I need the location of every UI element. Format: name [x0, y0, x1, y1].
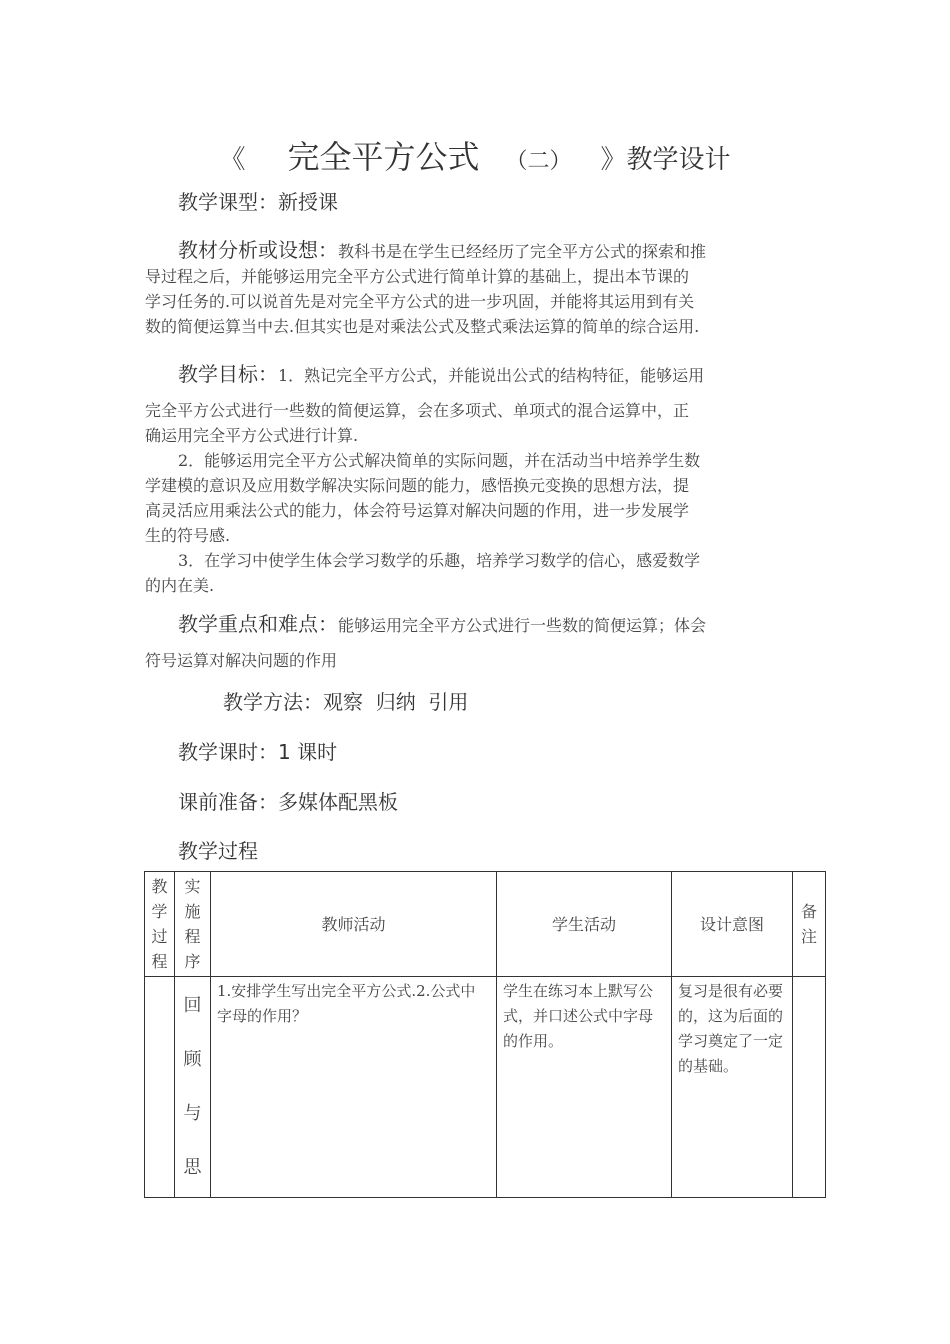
key-points-section — [145, 612, 810, 673]
teaching-method: 教学方法：观察 归纳 引用 — [223, 690, 469, 714]
cell-stage — [145, 977, 175, 1198]
objective-line: 确运用完全平方公式进行计算. — [145, 426, 359, 445]
cell-design-intent: 复习是很有必要的，这为后面的学习奠定了一定的基础。 — [672, 977, 793, 1198]
key-points-line: 符号运算对解决问题的作用 — [145, 651, 338, 670]
cell-notes — [793, 977, 826, 1198]
course-type-value: 新授课 — [278, 190, 338, 214]
objective-line: 的内在美. — [145, 576, 215, 595]
cell-sequence: 回 顾 与 思 — [175, 977, 211, 1198]
title-main: 完全平方公式 — [287, 138, 480, 176]
analysis-section — [145, 238, 810, 339]
cell-student-activity: 学生在练习本上默写公式，并口述公式中字母的作用。 — [497, 977, 672, 1198]
title-sub: （二） — [505, 149, 561, 174]
objectives-label: 教学目标： — [178, 362, 278, 386]
lesson-preparation: 课前准备：多媒体配黑板 — [178, 790, 398, 814]
course-type — [145, 186, 843, 215]
header-design-intent: 设计意图 — [672, 872, 793, 977]
process-heading: 教学过程 — [178, 839, 258, 863]
analysis-label: 教材分析或设想： — [178, 238, 338, 262]
analysis-line: 导过程之后，并能够运用完全平方公式进行简单计算的基础上，提出本节课的 — [145, 267, 690, 286]
teaching-hours: 教学课时：1 课时 — [178, 740, 338, 764]
objective-line: 完全平方公式进行一些数的简便运算，会在多项式、单项式的混合运算中，正 — [145, 401, 690, 420]
objective-line: 生的符号感. — [145, 526, 231, 545]
header-teacher-activity: 教师活动 — [211, 872, 497, 977]
title-close: 》教学设计 — [600, 145, 731, 175]
objective-line: 2．能够运用完全平方公式解决简单的实际问题，并在活动当中培养学生数 — [178, 451, 701, 470]
process-table — [144, 871, 826, 1198]
header-stage: 教 学 过 程 — [145, 872, 175, 977]
header-notes: 备 注 — [793, 872, 826, 977]
analysis-line: 学习任务的.可以说首先是对完全平方公式的进一步巩固，并能将其运用到有关 — [145, 292, 695, 311]
objective-line: 1．熟记完全平方公式，并能说出公式的结构特征，能够运用 — [278, 366, 705, 385]
analysis-line: 数的简便运算当中去.但其实也是对乘法公式及整式乘法运算的简单的综合运用. — [145, 317, 700, 336]
document-title — [0, 132, 950, 178]
key-points-line: 能够运用完全平方公式进行一些数的简便运算；体会 — [338, 616, 707, 635]
header-sequence: 实 施 程 序 — [175, 872, 211, 977]
course-type-label: 教学课型： — [178, 190, 278, 214]
objective-line: 学建模的意识及应用数学解决实际问题的能力，感悟换元变换的思想方法，提 — [145, 476, 690, 495]
title-open-bracket: 《 — [219, 145, 246, 175]
cell-teacher-activity: 1.安排学生写出完全平方公式.2.公式中字母的作用？ — [211, 977, 497, 1198]
key-points-label: 教学重点和难点： — [178, 612, 338, 636]
objective-line: 高灵活应用乘法公式的能力，体会符号运算对解决问题的作用，进一步发展学 — [145, 501, 690, 520]
objective-line: 3．在学习中使学生体会学习数学的乐趣，培养学习数学的信心，感爱数学 — [178, 551, 701, 570]
objectives-section — [145, 362, 810, 598]
header-student-activity: 学生活动 — [497, 872, 672, 977]
table-header-row — [145, 872, 826, 977]
table-row — [145, 977, 826, 1198]
analysis-line: 教科书是在学生已经经历了完全平方公式的探索和推 — [338, 242, 707, 261]
